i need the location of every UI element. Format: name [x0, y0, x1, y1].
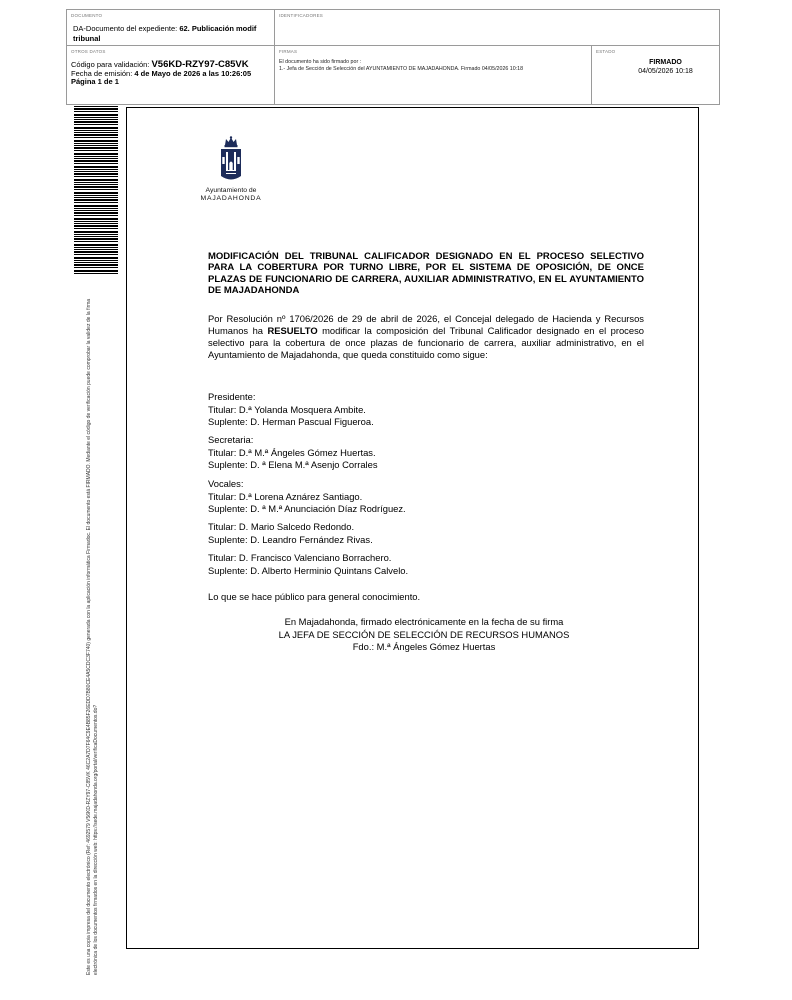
logo-line-1: Ayuntamiento de [205, 187, 257, 194]
secretaria-block [208, 434, 378, 472]
documento-text: DA-Documento del expediente: [73, 24, 180, 33]
intro-paragraph [208, 313, 644, 361]
intro-before: Por Resolución nº 1706/2026 de 29 de abril de 2026, el Concejal delegado de Hacienda y Recursos Humanos ha [208, 313, 644, 336]
barcode [74, 106, 118, 275]
otros-datos-value [71, 61, 271, 87]
estado-value: FIRMADO [649, 59, 682, 66]
firmas-value [279, 59, 587, 73]
signature-line-1: En Majadahonda, firmado electrónicamente en la fecha de su firma [284, 616, 564, 627]
vocal-3-suplente: Suplente: D. Alberto Herminio Quintans Calvelo. [208, 564, 409, 576]
vocales-heading: Vocales: [208, 478, 244, 489]
vocal-2-suplente: Suplente: D. Leandro Fernández Rivas. [208, 533, 373, 545]
firmas-label: FIRMAS [279, 49, 298, 54]
estado-date: 04/05/2026 10:18 [638, 68, 693, 75]
verification-margin-text: Este es una copia impresa del documento electrónico (Ref: 4692579 V56KD-RZY97-C85VK 46C2A7D7F64C9E4B85F26EDD7B80CE4A5CDC3F740) generada con la aplicación informática Firmadoc. El documento está FIRMADO. Mediante el código de verificación puede comprobar la validez de la firma electrónica de los documentos firmados en la dirección web: https://sede.majadahonda.org/portal/verificaDocumentos.do? [86, 298, 99, 975]
vocal-1-titular: Titular: D.ª Lorena Aznárez Santiago. [208, 490, 363, 502]
signature-block [190, 616, 658, 654]
closing-line: Lo que se hace público para general conocimiento. [208, 591, 421, 602]
documento-cell [67, 10, 275, 46]
documento-value [73, 24, 268, 43]
estado-label: ESTADO [596, 49, 616, 54]
vocal-3-titular: Titular: D. Francisco Valenciano Borrachero. [208, 552, 392, 563]
secretaria-heading: Secretaria: [208, 434, 254, 445]
documento-bold-text: 62. Publicación modif tribunal [73, 24, 257, 43]
pagina-info [71, 78, 271, 87]
codigo-prefix: Código para validación: [71, 60, 152, 69]
presidente-titular: Titular: D.ª Yolanda Mosquera Ambite. [208, 403, 366, 415]
vocal-2-titular: Titular: D. Mario Salcedo Redondo. [208, 521, 355, 532]
ayuntamiento-logo [196, 136, 266, 208]
secretaria-titular: Titular: D.ª M.ª Ángeles Gómez Huertas. [208, 446, 376, 458]
otros-datos-label: OTROS DATOS [71, 49, 106, 54]
logo-line-2: MAJADAHONDA [200, 195, 262, 202]
vocales-block-1 [208, 478, 406, 516]
vocal-1-suplente: Suplente: D. ª M.ª Anunciación Díaz Rodríguez. [208, 503, 406, 514]
secretaria-suplente: Suplente: D. ª Elena M.ª Asenjo Corrales [208, 459, 378, 470]
presidente-suplente: Suplente: D. Herman Pascual Figueroa. [208, 416, 374, 427]
document-header [66, 9, 720, 105]
crest-icon [213, 136, 249, 184]
firmas-cell [275, 46, 592, 104]
documento-label: DOCUMENTO [71, 13, 103, 18]
identificadores-label: IDENTIFICADORES [279, 13, 324, 18]
identificadores-cell [275, 10, 719, 46]
codigo-value[interactable]: V56KD-RZY97-C85VK [151, 59, 249, 70]
document-title: MODIFICACIÓN DEL TRIBUNAL CALIFICADOR DESIGNADO EN EL PROCESO SELECTIVO PARA LA COBERTURA POR TURNO LIBRE, POR EL SISTEMA DE OPOSICIÓN, DE ONCE PLAZAS DE FUNCIONARIO DE CARRERA, AUXILIAR ADMINISTRATIVO, EN EL AYUNTAMIENTO DE MAJADAHONDA [208, 251, 644, 297]
signature-line-3: Fdo.: M.ª Ángeles Gómez Huertas [352, 641, 496, 652]
presidente-heading: Presidente: [208, 391, 256, 402]
signature-line-2: LA JEFA DE SECCIÓN DE SELECCIÓN DE RECURSOS HUMANOS [278, 628, 570, 640]
firmas-line-1: El documento ha sido firmado por : [279, 59, 362, 65]
pagina-value: Página 1 de 1 [71, 77, 119, 86]
firmas-line-2: 1.- Jefa de Sección de Selección del AYUNTAMIENTO DE MAJADAHONDA. Firmado 04/05/2026 10:18 [279, 66, 524, 72]
fecha-value: 4 de Mayo de 2026 a las 10:26:05 [134, 68, 252, 78]
estado-cell [592, 46, 719, 104]
vocales-block-3 [208, 552, 408, 577]
fecha-prefix: Fecha de emisión: [71, 68, 135, 78]
intro-bold: RESUELTO [267, 325, 318, 336]
vocales-block-2 [208, 521, 373, 546]
intro-after: modificar la composición del Tribunal Calificador designado en el proceso selectivo para la cobertura de once plazas de funcionario de carrera, auxiliar administrativo, en el Ayuntamiento de Majadahonda, que queda constituido como sigue: [208, 325, 644, 360]
otros-datos-cell [67, 46, 275, 104]
presidente-block [208, 391, 374, 429]
